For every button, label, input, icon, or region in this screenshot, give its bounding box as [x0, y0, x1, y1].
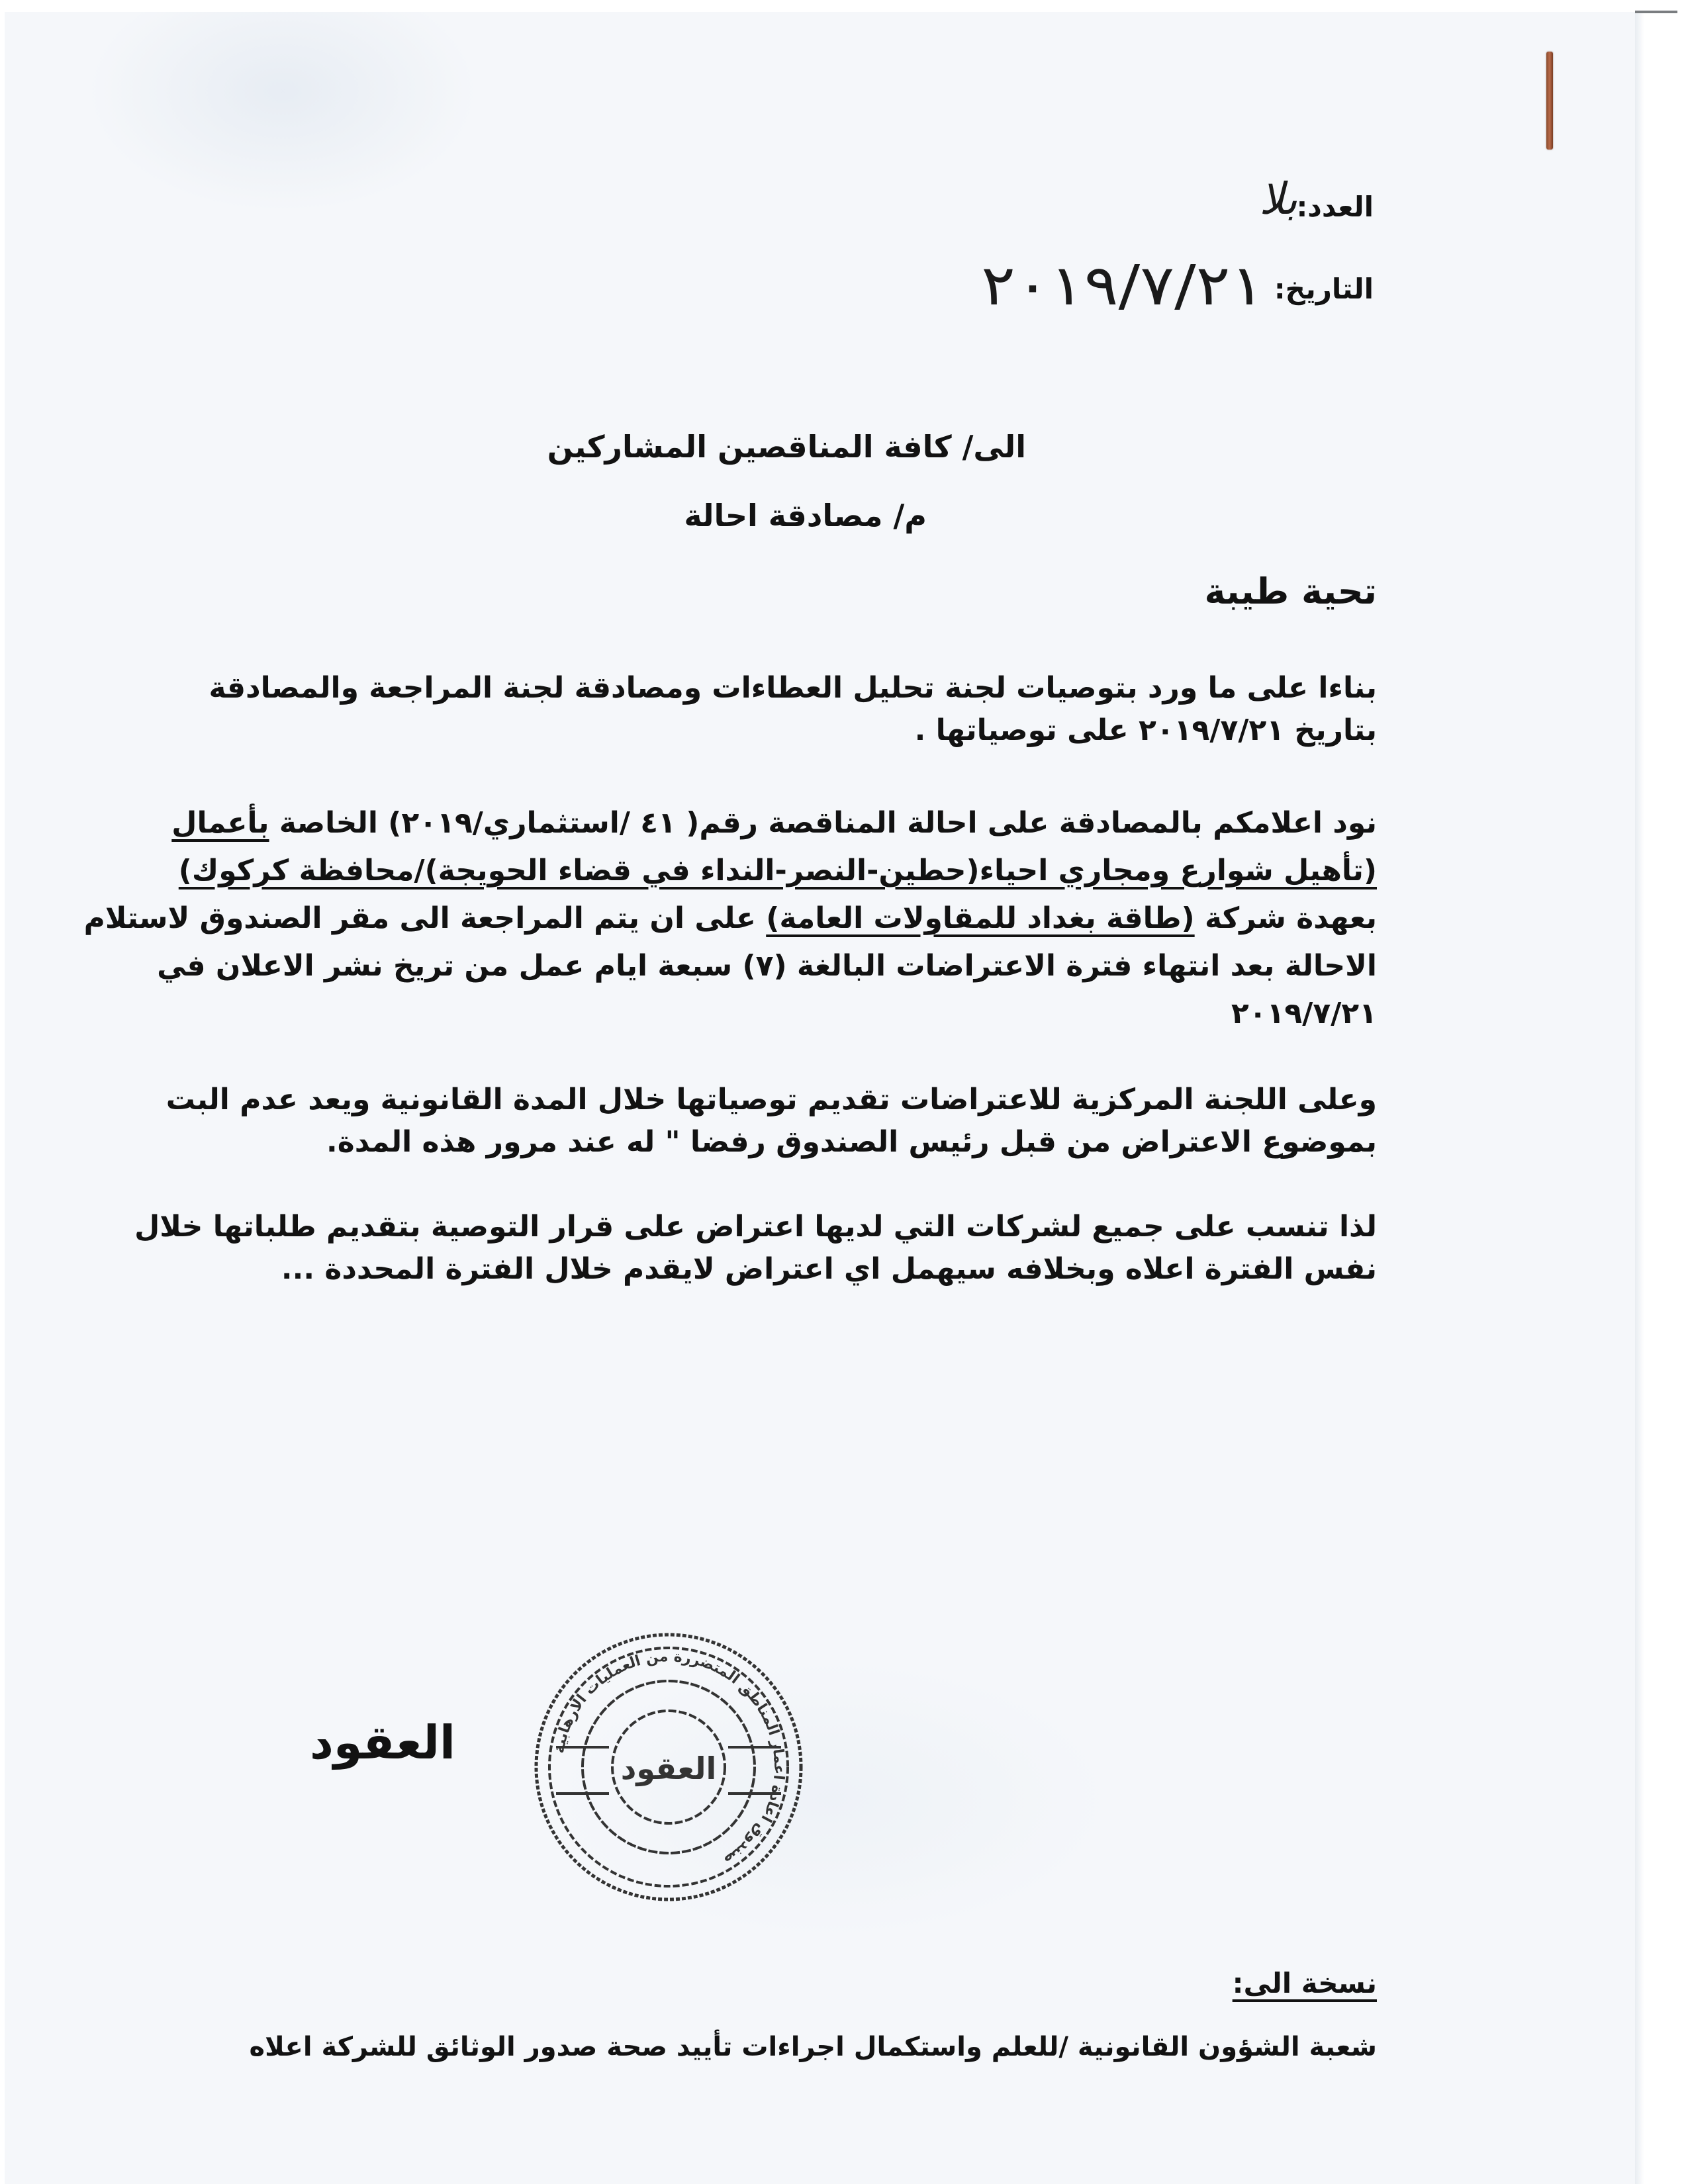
signature-department: العقود — [310, 1715, 455, 1770]
page-edge-shadow — [1635, 12, 1644, 2184]
stamp-ring-text: صندوق اعادة اعمار المناطق المتضررة من العمليات الارهابية — [551, 1648, 788, 1869]
underlined-text: بأعمال — [171, 806, 269, 840]
paragraph-line: وعلى اللجنة المركزية للاعتراضات تقديم توصياتها خلال المدة القانونية ويعد عدم البت — [165, 1083, 1377, 1116]
paragraph-line: ٢٠١٩/٧/٢١ — [1231, 997, 1377, 1030]
copy-to-label: نسخة الى: — [1232, 1967, 1377, 1999]
stamp-center-text: العقود — [620, 1751, 717, 1786]
addressee: الى/ كافة المناقصين المشاركين — [547, 429, 1026, 465]
reference-number-value: بلا — [1259, 173, 1297, 224]
text-fragment: على ان يتم المراجعة الى مقر الصندوق لاستلام — [83, 901, 767, 935]
paragraph-line: بموضوع الاعتراض من قبل رئيس الصندوق رفضا " له عند مرور هذه المدة. — [326, 1125, 1377, 1159]
paragraph-line: نفس الفترة اعلاه وبخلافه سيهمل اي اعتراض لايقدم خلال الفترة المحددة ... — [281, 1252, 1377, 1286]
staple-icon — [1546, 52, 1553, 150]
page-edge-mark — [1635, 11, 1677, 13]
subject: م/ مصادقة احالة — [684, 498, 927, 533]
paragraph-recommendations — [209, 667, 1377, 752]
paragraph-line: بتاريخ ٢٠١٩/٧/٢١ على توصياتها . — [914, 713, 1377, 747]
stamp-graphic — [530, 1628, 808, 1906]
text-fragment: بعهدة شركة — [1194, 901, 1377, 935]
project-title-underlined: (تأهيل شوارع ومجاري احياء(حطين-النصر-النداء في قضاء الحويجة)/محافظة كركوك) — [178, 854, 1377, 887]
paragraph-line: الاحالة بعد انتهاء فترة الاعتراضات البالغة (٧) سبعة ايام عمل من تريخ نشر الاعلان في — [157, 949, 1377, 983]
paragraph-award-notice — [83, 799, 1377, 1038]
text-fragment: نود اعلامكم بالمصادقة على احالة المناقصة رقم( ٤١ /استثماري/٢٠١٩) الخاصة — [269, 806, 1377, 840]
paragraph-line — [83, 895, 1377, 942]
paragraph-objections-committee — [165, 1079, 1377, 1163]
paragraph-line — [171, 799, 1377, 847]
official-stamp — [530, 1628, 808, 1906]
paragraph-line — [178, 847, 1377, 895]
paragraph-line: لذا تنسب على جميع لشركات التي لديها اعتراض على قرار التوصية بتقديم طلباتها خلال — [134, 1210, 1377, 1244]
paragraph-line: بناءا على ما ورد بتوصيات لجنة تحليل العطاءات ومصادقة لجنة المراجعة والمصادقة — [209, 671, 1377, 705]
reference-number-label: العدد: — [1296, 191, 1374, 223]
date-label: التاريخ: — [1274, 273, 1374, 305]
company-name-underlined: (طاقة بغداد للمقاولات العامة) — [766, 901, 1195, 935]
date-value-handwritten: ٢٠١٩/٧/٢١ — [980, 253, 1264, 318]
copy-to-recipient: شعبة الشؤون القانونية /للعلم واستكمال اجراءات تأييد صحة صدور الوثائق للشركة اعلاه — [249, 2032, 1377, 2062]
greeting: تحية طيبة — [1204, 570, 1377, 612]
paragraph-objection-instructions — [134, 1206, 1377, 1291]
